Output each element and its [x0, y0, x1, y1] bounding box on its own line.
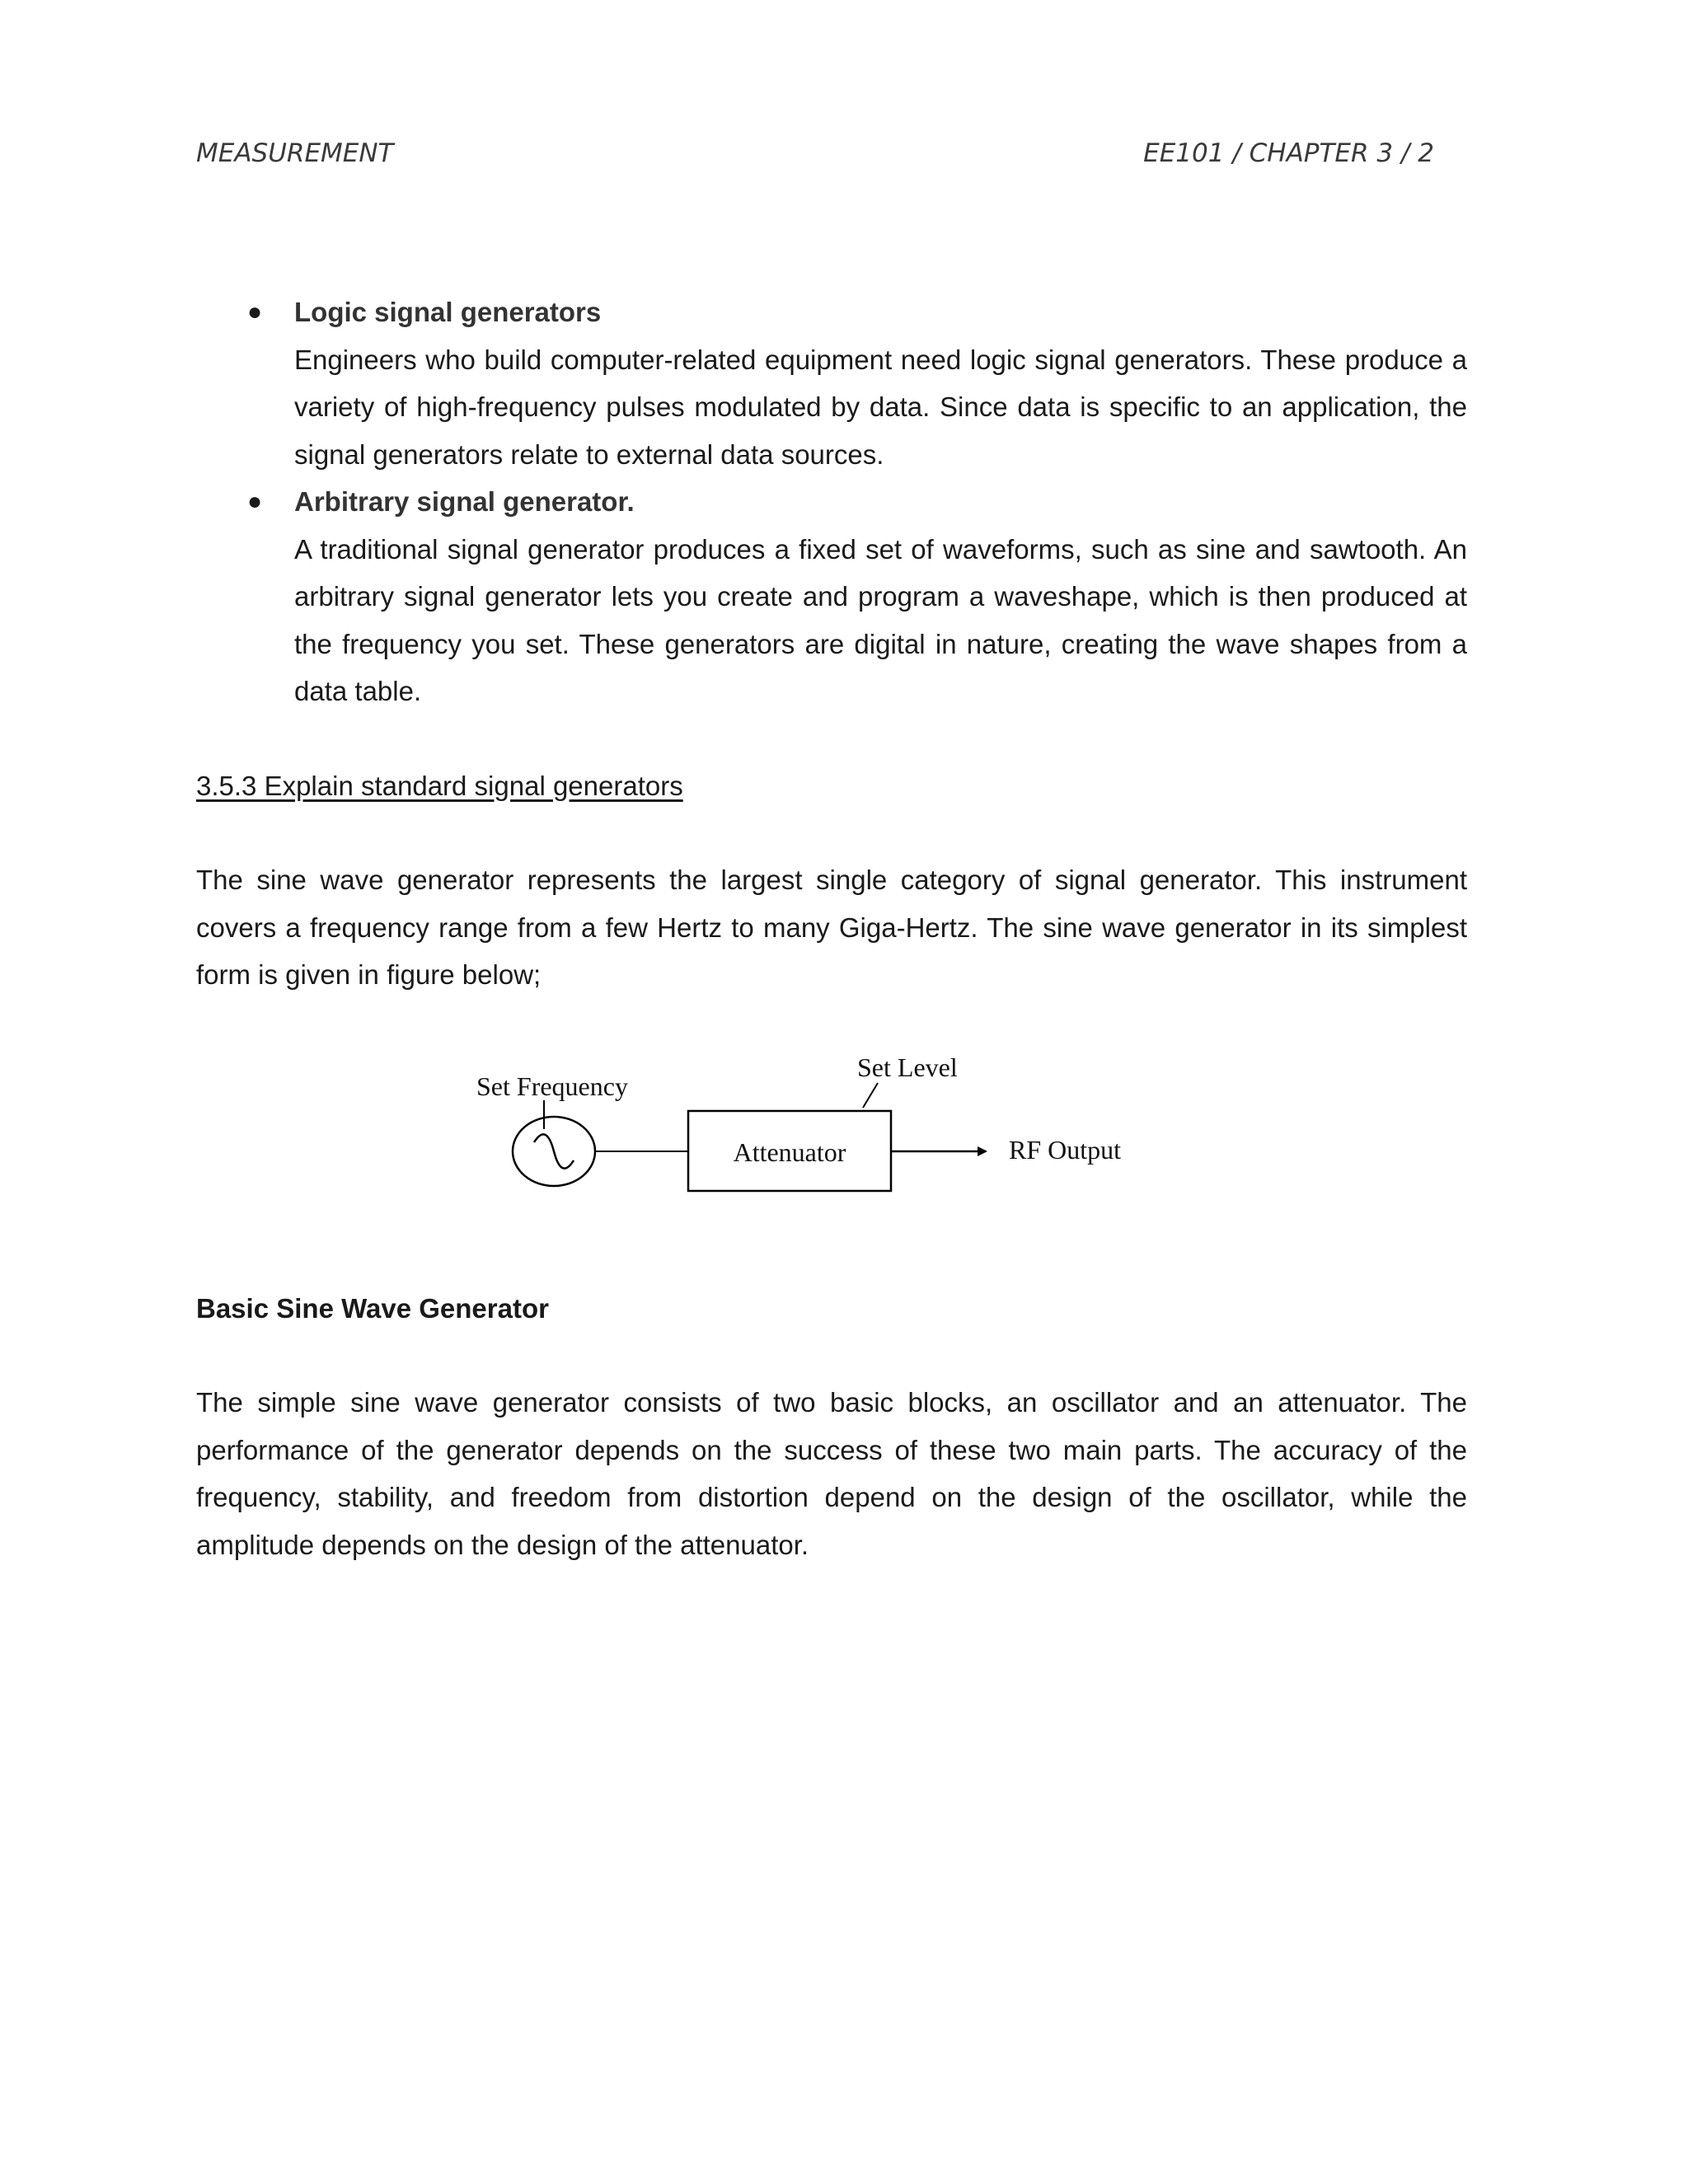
level-pointer: [863, 1083, 878, 1108]
bullet-list: [196, 288, 1467, 715]
bullet-title: Arbitrary signal generator.: [294, 486, 635, 517]
bullet-text: A traditional signal generator produces a fixed set of waveforms, such as sine and sawtooth. An arbitrary signal generator lets you create and program a waveshape, which is then produced at the frequency you set. These generators are digital in nature, creating the wave shapes from a data table.: [294, 533, 1467, 706]
basic-paragraph: The simple sine wave generator consists of two basic blocks, an oscillator and an attenuator. The performance of the generator depends on the success of these two main parts. The accuracy of the frequency, stability, and freedom from distortion depend on the design of the oscillator, while the amplitude depends on the design of the attenuator.: [196, 1387, 1467, 1560]
bullet-icon: ●: [247, 488, 263, 515]
page-header: [196, 138, 1434, 171]
sine-wave-icon: [534, 1134, 574, 1168]
intro-paragraph: The sine wave generator represents the largest single category of signal generator. This instrument covers a frequency range from a few Hertz to many Giga-Hertz. The sine wave generator in its simplest form is given in figure below;: [196, 865, 1467, 990]
set-frequency-label: Set Frequency: [476, 1071, 628, 1101]
set-level-label: Set Level: [857, 1052, 958, 1082]
page-content: [196, 288, 1467, 1568]
rf-output-label: RF Output: [1009, 1134, 1122, 1165]
section-heading: 3.5.3 Explain standard signal generators: [196, 770, 683, 801]
block-diagram: [196, 1032, 1467, 1263]
basic-heading: Basic Sine Wave Generator: [196, 1292, 549, 1324]
header-chapter: EE101 / CHAPTER 3 / 2: [1143, 138, 1434, 168]
block-diagram-svg: [196, 1032, 1467, 1263]
bullet-icon: ●: [247, 298, 263, 326]
list-item: [196, 288, 1467, 478]
list-item: [196, 478, 1467, 715]
attenuator-label: Attenuator: [733, 1137, 846, 1167]
header-title: MEASUREMENT: [196, 138, 394, 168]
bullet-text: Engineers who build computer-related equipment need logic signal generators. These produce a variety of high-frequency pulses modulated by data. Since data is specific to an application, the signal generators relate to external data sources.: [294, 344, 1467, 470]
bullet-title: Logic signal generators: [294, 297, 602, 327]
